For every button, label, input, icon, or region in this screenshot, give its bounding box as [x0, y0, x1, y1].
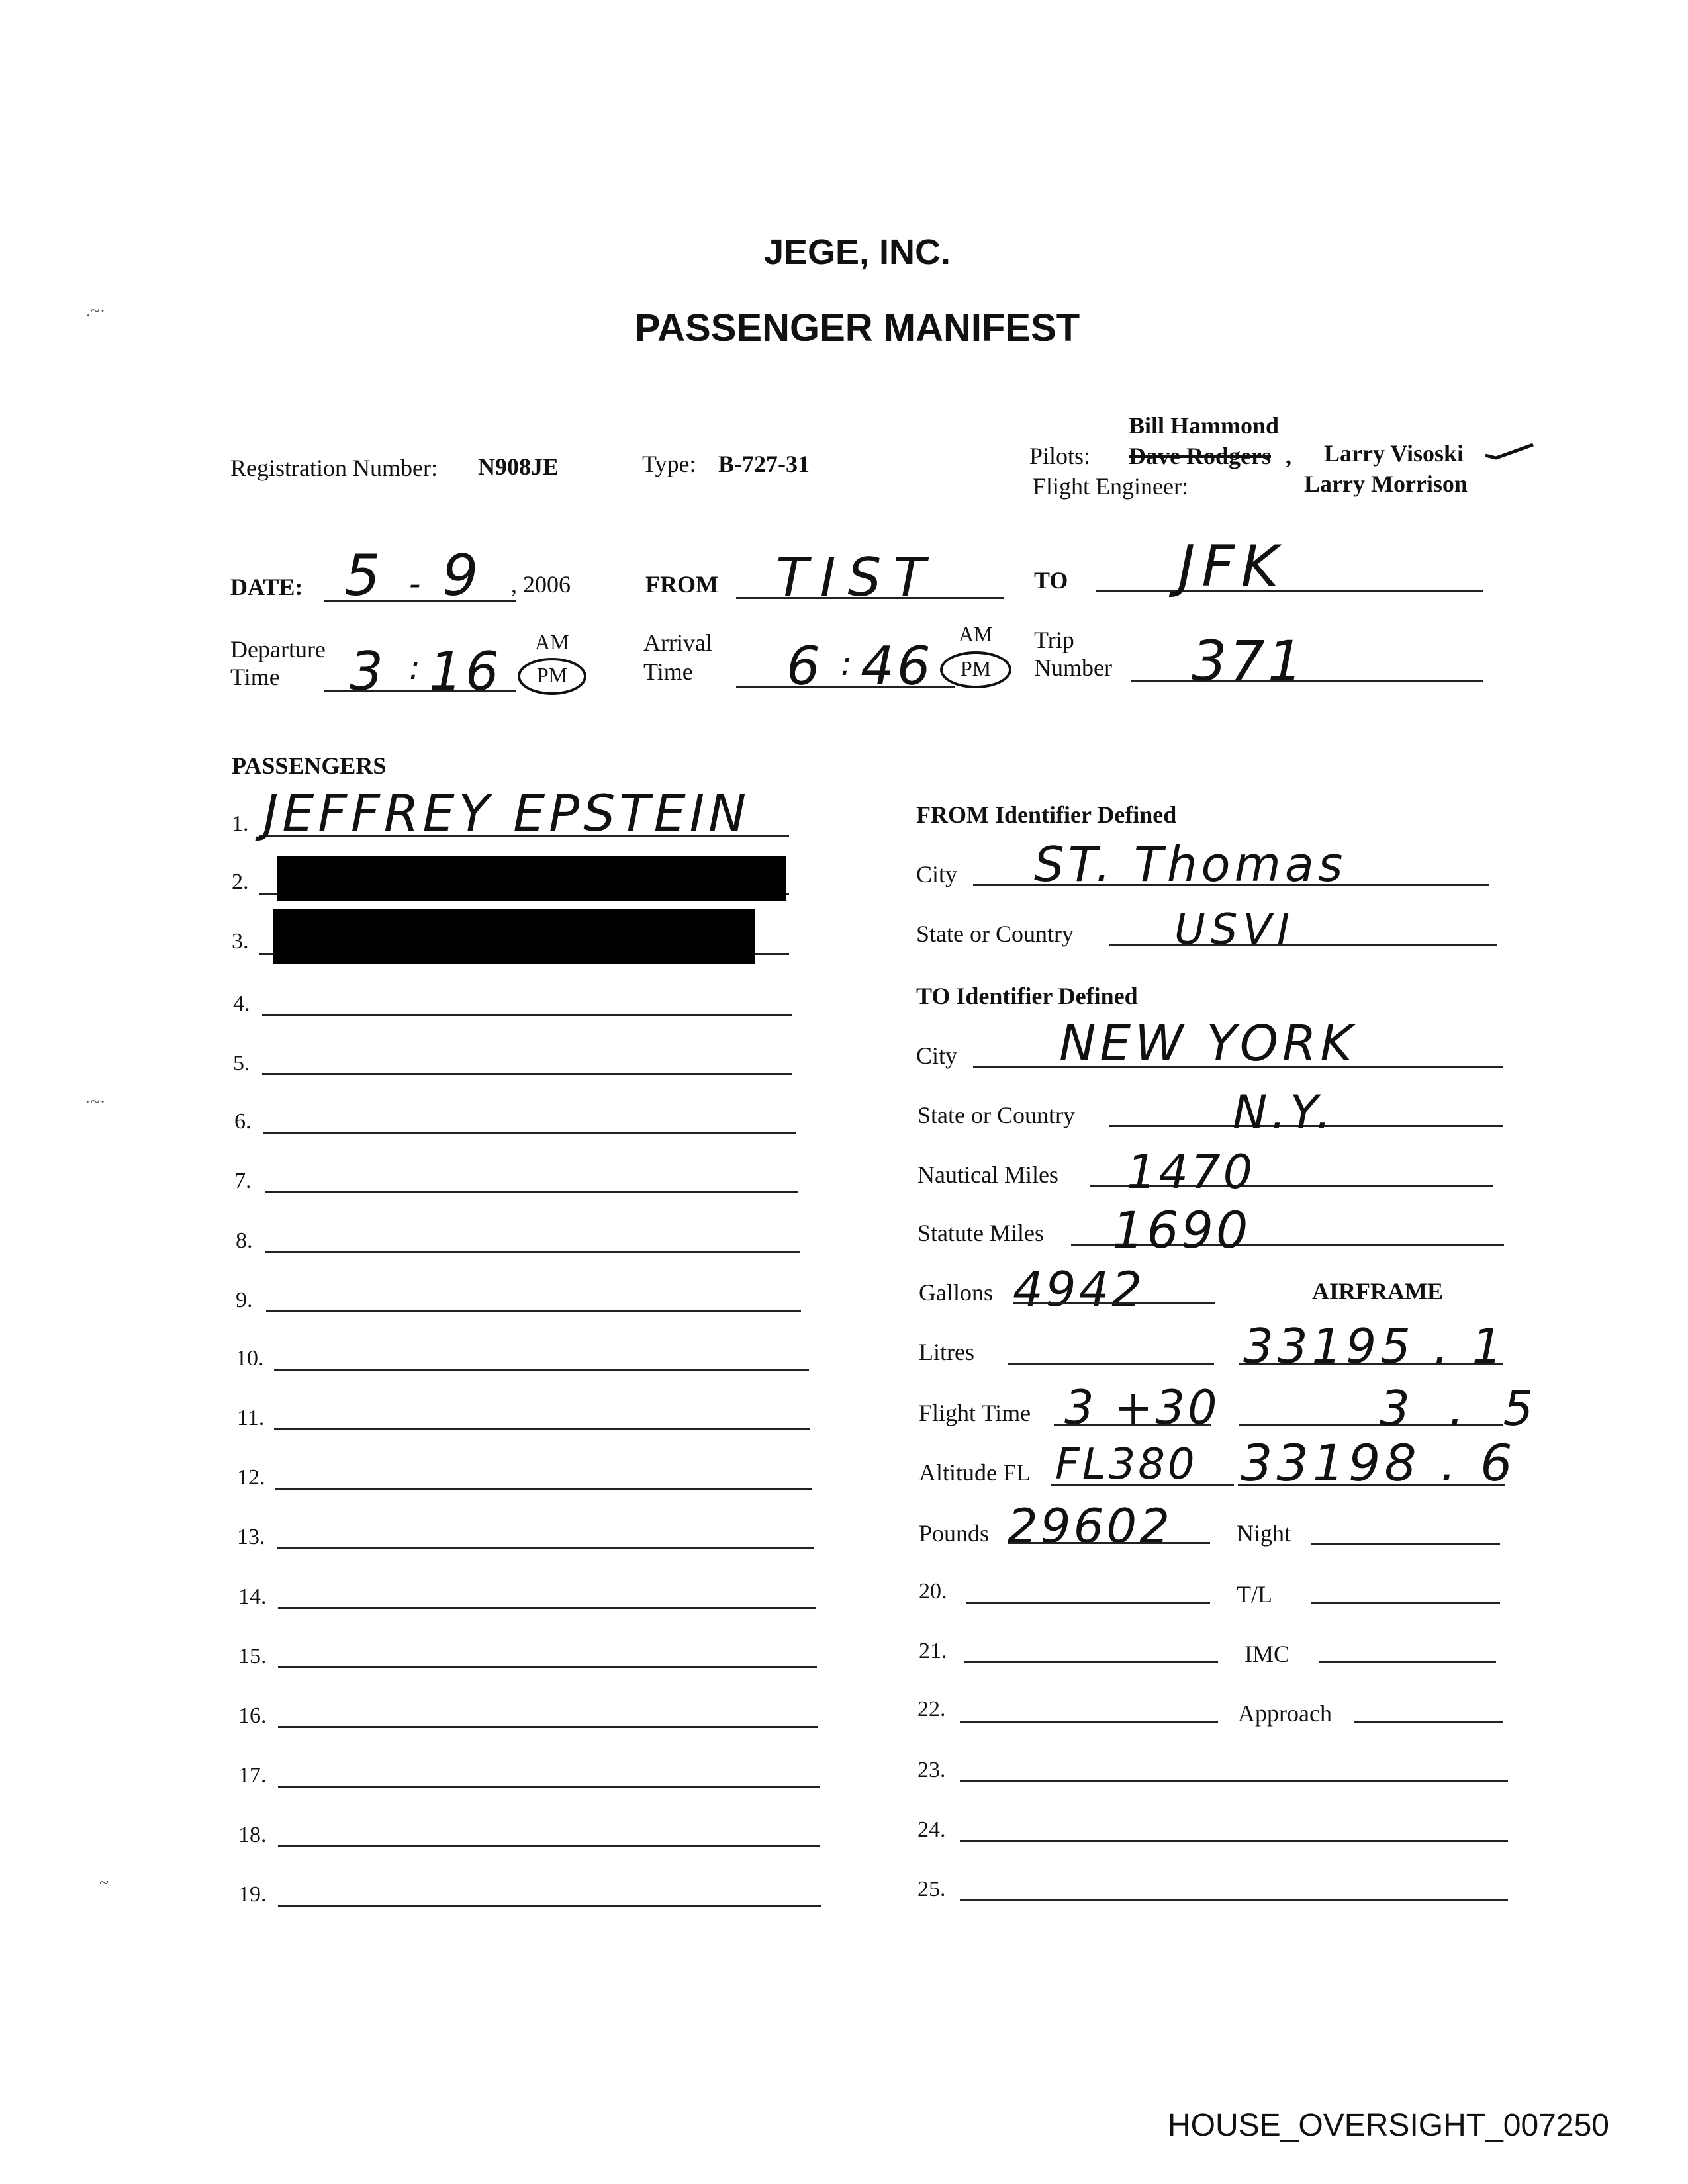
checkmark-icon: [1483, 442, 1536, 462]
passenger-number: 6.: [234, 1109, 252, 1134]
statute-miles-label: Statute Miles: [917, 1220, 1044, 1246]
from-state-value: USVI: [1174, 905, 1295, 954]
airframe-value-1: 33195 . 1: [1243, 1318, 1507, 1374]
to-city-label: City: [916, 1042, 958, 1069]
arrival-hour: 6: [786, 635, 823, 697]
to-identifier-heading: TO Identifier Defined: [916, 983, 1138, 1009]
from-city-label: City: [916, 861, 958, 887]
trip-label: Trip: [1034, 627, 1074, 653]
departure-am: AM: [535, 630, 569, 654]
page-title: PASSENGER MANIFEST: [634, 306, 1080, 349]
from-label: FROM: [645, 571, 718, 598]
nautical-miles-value: 1470: [1127, 1145, 1256, 1199]
bates-number: HOUSE_OVERSIGHT_007250: [1168, 2108, 1609, 2143]
date-month: 5: [344, 543, 383, 609]
from-city-value: ST. Thomas: [1034, 837, 1347, 892]
departure-minute: 16: [429, 641, 502, 702]
scan-speck: ·~·: [85, 1092, 106, 1111]
gallons-value: 4942: [1013, 1261, 1145, 1317]
scan-speck: .~·: [86, 301, 106, 320]
scan-speck: ~: [99, 1873, 109, 1892]
passenger-number: 7.: [234, 1169, 252, 1193]
right-row-number: 20.: [919, 1579, 947, 1604]
passenger-number: 1.: [232, 811, 249, 836]
passenger-number: 15.: [238, 1644, 267, 1668]
passenger-number: 9.: [236, 1288, 253, 1312]
arrival-label-time: Time: [643, 659, 693, 685]
redaction-bar: [277, 856, 786, 901]
passenger-name: JEFFREY EPSTEIN: [263, 784, 751, 842]
departure-hour: 3: [350, 641, 386, 702]
airframe-value-2: 3 . 5: [1380, 1381, 1546, 1436]
right-row-number: 25.: [917, 1877, 946, 1901]
passenger-number: 12.: [237, 1465, 265, 1490]
passenger-number: 18.: [238, 1823, 267, 1847]
to-label: TO: [1034, 567, 1068, 594]
type-value: B-727-31: [718, 451, 810, 477]
trip-label-number: Number: [1034, 655, 1112, 681]
company-name: JEGE, INC.: [763, 232, 951, 272]
nautical-miles-label: Nautical Miles: [917, 1161, 1058, 1188]
flight-engineer-value: Larry Morrison: [1304, 471, 1468, 497]
arrival-minute: 46: [861, 635, 933, 697]
from-identifier-heading: FROM Identifier Defined: [916, 801, 1177, 828]
flight-time-label: Flight Time: [919, 1400, 1031, 1426]
pounds-value: 29602: [1008, 1498, 1173, 1554]
passenger-number: 19.: [238, 1882, 267, 1907]
statute-miles-value: 1690: [1112, 1201, 1251, 1259]
registration-value: N908JE: [478, 453, 559, 480]
arrival-label: Arrival: [643, 629, 712, 656]
pilots-label: Pilots:: [1029, 443, 1091, 469]
right-row-number: 23.: [917, 1758, 946, 1782]
passenger-number: 11.: [237, 1406, 265, 1430]
to-state-label: State or Country: [917, 1102, 1075, 1128]
to-city-value: NEW YORK: [1059, 1015, 1356, 1072]
to-state-value: N.Y.: [1233, 1085, 1335, 1140]
type-label: Type:: [642, 451, 696, 477]
passenger-number: 5.: [233, 1051, 250, 1075]
departure-label: Departure: [230, 636, 326, 662]
passenger-number: 13.: [237, 1525, 265, 1549]
date-year: , 2006: [511, 571, 571, 598]
passenger-number: 10.: [236, 1346, 264, 1371]
arrival-am: AM: [959, 622, 993, 646]
passengers-heading: PASSENGERS: [232, 752, 387, 779]
date-day: 9: [442, 543, 481, 609]
right-row-number: 21.: [919, 1639, 947, 1663]
litres-label: Litres: [919, 1339, 974, 1365]
date-label: DATE:: [230, 574, 303, 600]
departure-pm-circled: PM: [518, 658, 586, 695]
flight-time-value: 3 +30: [1064, 1381, 1220, 1435]
date-separator: -: [409, 566, 424, 603]
night-label: Night: [1237, 1520, 1291, 1547]
passenger-number: 2.: [232, 870, 249, 894]
passenger-number: 17.: [238, 1763, 267, 1788]
approach-label: Approach: [1238, 1700, 1332, 1727]
pounds-label: Pounds: [919, 1520, 990, 1547]
passenger-number: 16.: [238, 1704, 267, 1728]
trip-number-value: 371: [1192, 629, 1306, 694]
right-row-number: 22.: [917, 1697, 946, 1721]
passenger-number: 3.: [232, 929, 249, 954]
altitude-label: Altitude FL: [919, 1459, 1031, 1486]
departure-label-time: Time: [230, 664, 280, 690]
passenger-number: 14.: [238, 1584, 267, 1609]
to-value: JFK: [1178, 533, 1286, 600]
airframe-heading: AIRFRAME: [1312, 1278, 1443, 1304]
tl-label: T/L: [1237, 1581, 1272, 1608]
passenger-number: 4.: [233, 991, 250, 1016]
right-row-number: 24.: [917, 1817, 946, 1842]
pilot-inserted: Bill Hammond: [1129, 412, 1280, 439]
registration-label: Registration Number:: [230, 455, 438, 481]
imc-label: IMC: [1244, 1641, 1290, 1667]
airframe-value-3: 33198 . 6: [1241, 1433, 1517, 1492]
passenger-number: 8.: [236, 1228, 253, 1253]
altitude-value: FL380: [1055, 1440, 1197, 1489]
arrival-pm-circled: PM: [940, 651, 1011, 688]
redaction-bar: [273, 909, 755, 964]
pilot-2: Larry Visoski: [1324, 440, 1464, 467]
gallons-label: Gallons: [919, 1279, 993, 1306]
pilot-struck: Dave Rodgers: [1129, 443, 1271, 469]
from-value: TIST: [776, 547, 938, 608]
flight-engineer-label: Flight Engineer:: [1033, 473, 1188, 500]
from-state-label: State or Country: [916, 921, 1074, 947]
